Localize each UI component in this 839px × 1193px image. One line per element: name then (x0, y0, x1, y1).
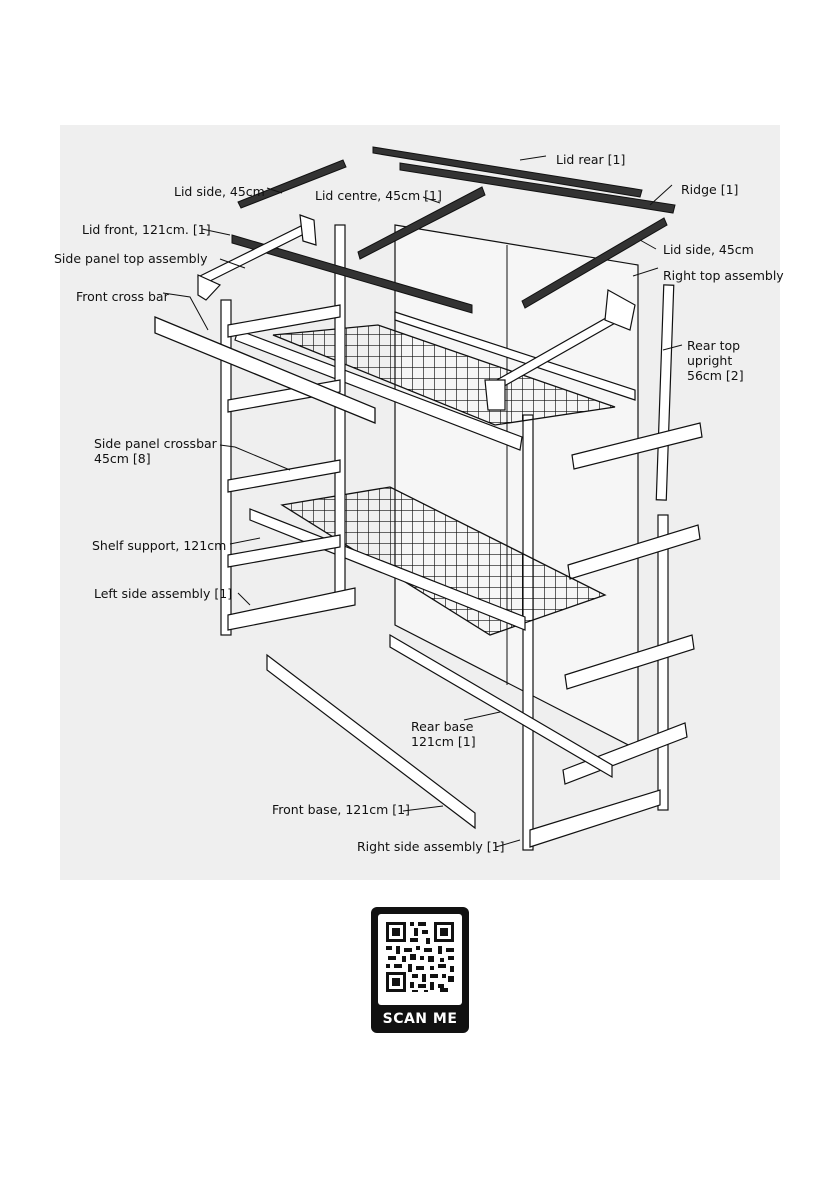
label-front-base: Front base, 121cm [1] (272, 802, 410, 817)
rear-top-upright-line-1: Rear top (687, 338, 741, 353)
label-rear-top-upright (687, 338, 744, 383)
diagram-drawing (60, 125, 780, 880)
label-lid-side-right: Lid side, 45cm (663, 242, 754, 257)
side-panel-crossbar-line-1: Side panel crossbar (94, 436, 217, 451)
label-ridge: Ridge [1] (681, 182, 739, 197)
right-side-base-rail (530, 790, 660, 847)
label-right-side-assembly: Right side assembly [1] (357, 839, 505, 854)
rear-top-upright (656, 285, 673, 500)
exploded-assembly-diagram (54, 125, 784, 880)
side-panel-crossbar-marker (235, 447, 290, 470)
rear-base-line-2: 121cm [1] (411, 734, 476, 749)
qr-code-area (378, 914, 462, 1005)
label-lid-rear: Lid rear [1] (556, 152, 626, 167)
label-lid-side-left: Lid side, 45cm (174, 184, 265, 199)
rear-top-upright-line-2: upright (687, 353, 733, 368)
left-side-assembly (221, 225, 355, 635)
right-side-rear-post (658, 515, 668, 810)
label-rear-base (411, 719, 476, 749)
label-left-side-assembly: Left side assembly [1] (94, 586, 233, 601)
scan-me-caption: SCAN ME (382, 1011, 458, 1027)
label-side-panel-crossbar (94, 436, 217, 466)
label-front-cross-bar: Front cross bar (76, 289, 169, 304)
rear-top-upright-line-3: 56cm [2] (687, 368, 744, 383)
side-panel-crossbar-line-2: 45cm [8] (94, 451, 151, 466)
label-side-panel-top-assembly: Side panel top assembly (54, 251, 208, 266)
right-side-front-post (523, 415, 533, 850)
label-shelf-support: Shelf support, 121cm (92, 538, 227, 553)
label-lid-centre: Lid centre, 45cm [1] (315, 188, 442, 203)
qr-code-icon (378, 914, 462, 1005)
label-right-top-assembly: Right top assembly (663, 268, 784, 283)
rear-base-line-1: Rear base (411, 719, 474, 734)
label-lid-front: Lid front, 121cm. [1] (82, 222, 211, 237)
qr-code-card[interactable] (371, 907, 469, 1033)
